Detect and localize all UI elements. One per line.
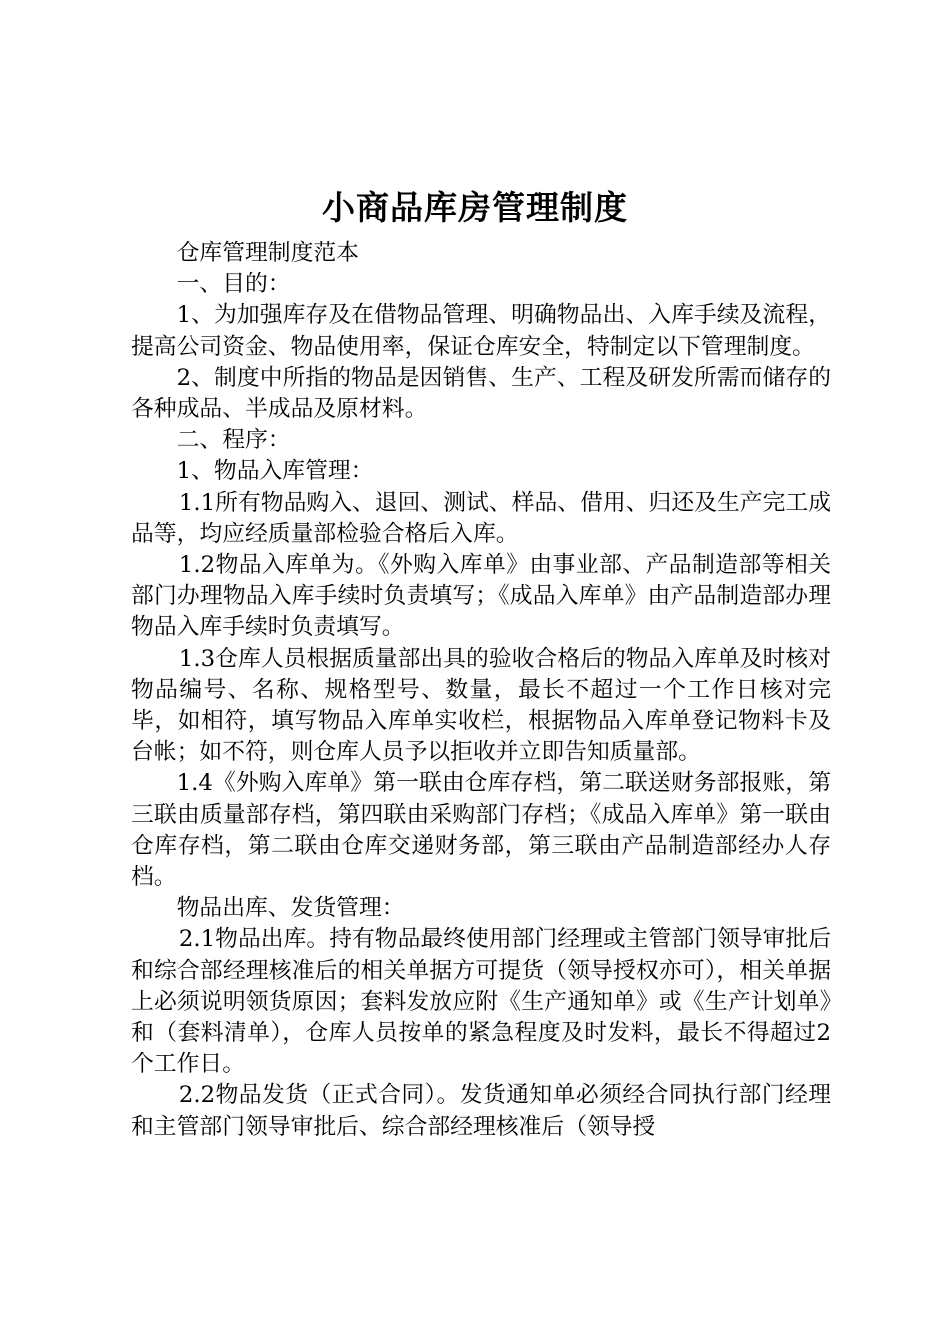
paragraph-subtitle: 仓库管理制度范本 xyxy=(176,240,359,266)
document-title: 小商品库房管理制度 xyxy=(322,188,628,227)
document-body xyxy=(131,238,831,1143)
paragraph-inbound-1-4: 1.4《外购入库单》第一联由仓库存档，第二联送财务部报账，第三联由质量部存档，第四联由采购部门存档；《成品入库单》第一联由仓库存档，第二联由仓库交递财务部，第三联由产品制造部经办人存档。 xyxy=(131,770,831,891)
paragraph-inbound-1-3: 1.3仓库人员根据质量部出具的验收合格后的物品入库单及时核对物品编号、名称、规格型号、数量，最长不超过一个工作日核对完毕，如相符，填写物品入库单实收栏，根据物品入库单登记物料卡及台帐；如不符，则仓库人员予以拒收并立即告知质量部。 xyxy=(131,645,831,766)
paragraph-inbound-1-1: 1.1所有物品购入、退回、测试、样品、借用、归还及生产完工成品等，均应经质量部检验合格后入库。 xyxy=(131,489,831,547)
paragraph-inbound-1-2: 1.2物品入库单为。《外购入库单》由事业部、产品制造部等相关部门办理物品入库手续时负责填写；《成品入库单》由产品制造部办理物品入库手续时负责填写。 xyxy=(131,552,831,641)
paragraph-outbound-2-2: 2.2物品发货（正式合同）。发货通知单必须经合同执行部门经理和主管部门领导审批后、综合部经理核准后（领导授 xyxy=(131,1082,831,1140)
paragraph-outbound-heading: 物品出库、发货管理： xyxy=(176,895,405,922)
paragraph-inbound-heading: 1、物品入库管理： xyxy=(176,458,374,485)
paragraph-purpose-2: 2、制度中所指的物品是因销售、生产、工程及研发所需而储存的各种成品、半成品及原材料。 xyxy=(131,364,831,423)
paragraph-purpose-1: 1、为加强库存及在借物品管理、明确物品出、入库手续及流程，提高公司资金、物品使用率，保证仓库安全，特制定以下管理制度。 xyxy=(131,302,831,360)
paragraph-section-procedure: 二、程序： xyxy=(176,427,291,454)
paragraph-outbound-2-1: 2.1物品出库。持有物品最终使用部门经理或主管部门领导审批后和综合部经理核准后的相关单据方可提货（领导授权亦可），相关单据上必须说明领货原因；套料发放应附《生产通知单》或《生产计划单》和（套料清单），仓库人员按单的紧急程度及时发料，最长不得超过2个工作日。 xyxy=(131,926,831,1078)
paragraph-section-purpose: 一、目的： xyxy=(176,271,291,298)
